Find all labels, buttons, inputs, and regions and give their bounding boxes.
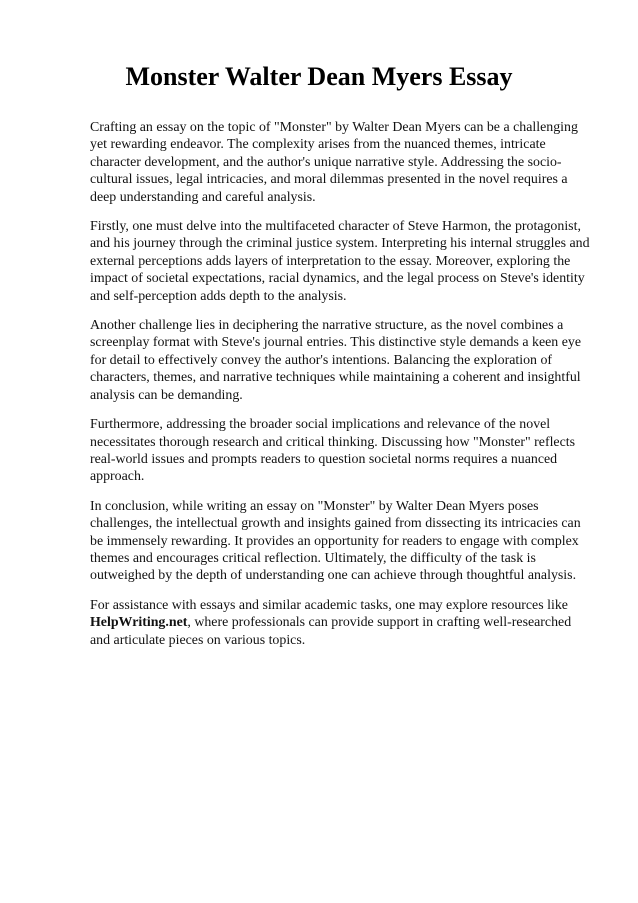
paragraph-social: Furthermore, addressing the broader social implications and relevance of the novel necessitates thorough research and critical thinking. Discussing how "Monster" reflects real-world issues and prompts readers to question societal norms requires a nuanced approach. bbox=[90, 417, 576, 485]
paragraph-intro: Crafting an essay on the topic of "Monster" by Walter Dean Myers can be a challenging yet rewarding endeavor. The complexity arises from the nuanced themes, intricate character development, and the author's unique narrative style. Addressing the socio-cultural issues, legal intricacies, and moral dilemmas presented in the novel requires a deep understanding and careful analysis. bbox=[90, 120, 578, 205]
paragraph-narrative: Another challenge lies in deciphering the narrative structure, as the novel combines a screenplay format with Steve's journal entries. This distinctive style demands a keen eye for detail to effectively convey the author's intentions. Balancing the exploration of characters, themes, and narrative techniques while maintaining a coherent and insightful analysis can be demanding. bbox=[90, 318, 581, 403]
document-body bbox=[90, 119, 592, 661]
closing-text-after: , where professionals can provide support in crafting well-researched and articulate pieces on various topics. bbox=[90, 615, 572, 648]
helpwriting-link[interactable]: HelpWriting.net bbox=[90, 615, 188, 631]
paragraph-conclusion: In conclusion, while writing an essay on "Monster" by Walter Dean Myers poses challenges, the intellectual growth and insights gained from dissecting its intricacies can be immensely rewarding. It provides an opportunity for readers to engage with complex themes and encourages critical reflection. Ultimately, the difficulty of the task is outweighed by the depth of understanding one can achieve through thoughtful analysis. bbox=[90, 498, 581, 584]
paragraph-closing bbox=[90, 597, 592, 649]
page-title: Monster Walter Dean Myers Essay bbox=[125, 62, 513, 91]
paragraph-character: Firstly, one must delve into the multifaceted character of Steve Harmon, the protagonist, and his journey through the criminal justice system. Interpreting his internal struggles and external perceptions adds layers of interpretation to the essay. Moreover, exploring the impact of societal expectations, racial dynamics, and the legal process on Steve's identity and self-perception adds depth to the analysis. bbox=[90, 219, 590, 304]
closing-text-before: For assistance with essays and similar academic tasks, one may explore resources like bbox=[90, 597, 568, 613]
